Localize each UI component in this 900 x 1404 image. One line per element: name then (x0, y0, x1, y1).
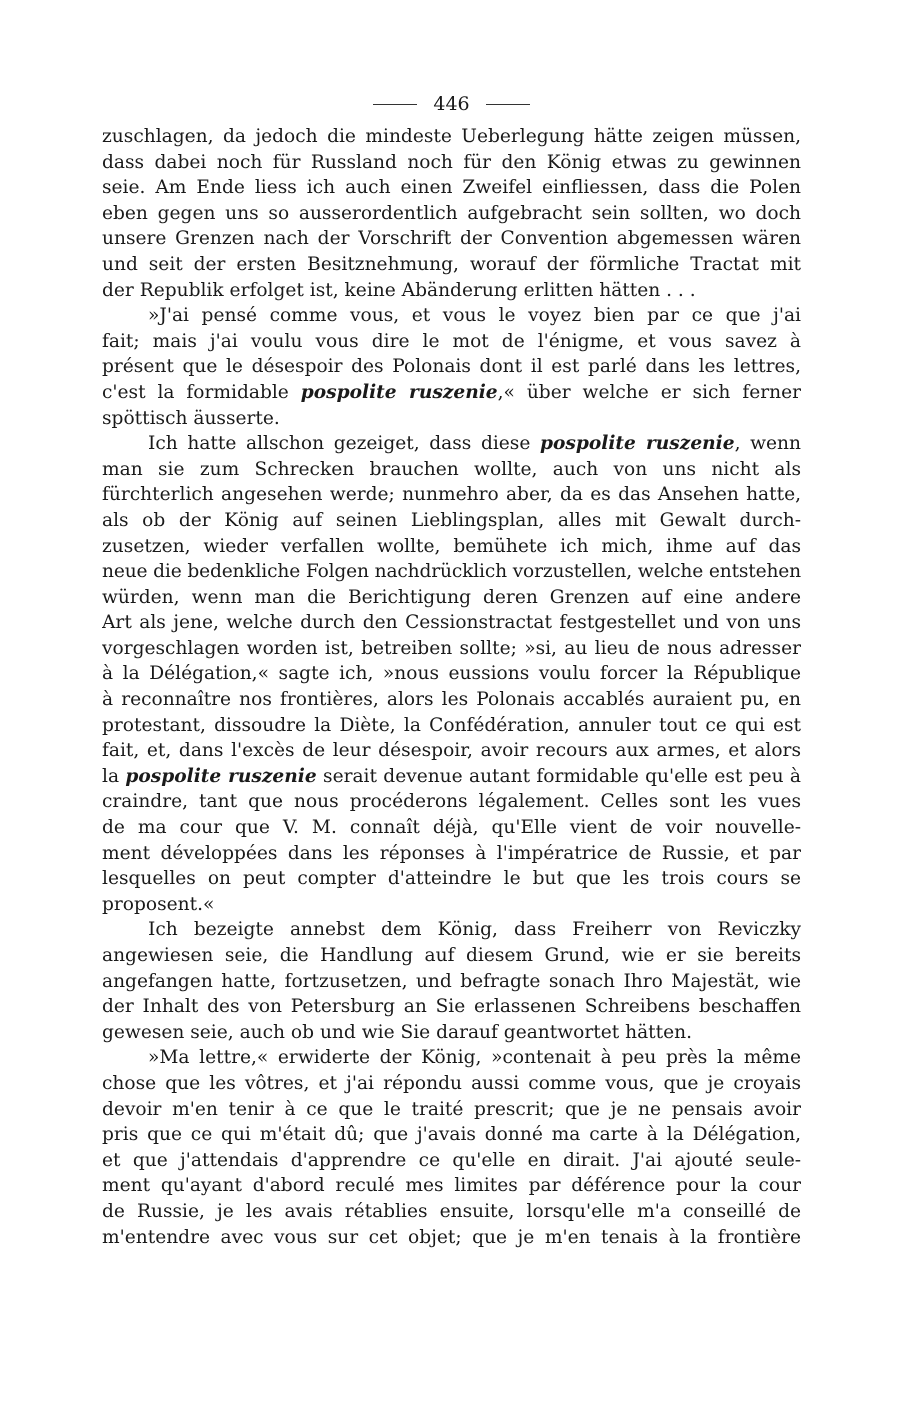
text-line: et que j'attendais d'apprendre ce qu'elle en dirait. J'ai ajouté seule- (102, 1149, 801, 1171)
text-line: fait, et, dans l'excès de leur désespoir, avoir recours aux armes, et alors (102, 740, 801, 762)
text-segment: c'est la formidable (102, 381, 301, 403)
text-line: pris que ce qui m'était dû; que j'avais donné ma carte à la Délégation, (102, 1124, 801, 1146)
text-line: présent que le désespoir des Polonais dont il est parlé dans les lettres, (102, 356, 801, 378)
text-line: unsere Grenzen nach der Vorschrift der Convention abgemessen wären (102, 228, 801, 250)
text-line: angewiesen seie, die Handlung auf diesem Grund, wie er sie bereits (102, 945, 801, 966)
text-line: de ma cour que V. M. connaît déjà, qu'Elle vient de voir nouvelle- (102, 817, 801, 839)
text-line: man sie zum Schrecken brauchen wollte, auch von uns nicht als (102, 458, 801, 480)
text-line: de Russie, je les avais rétablies ensuite, lorsqu'elle m'a conseillé de (102, 1200, 801, 1222)
text-line: à la Délégation,« sagte ich, »nous eussions voulu forcer la République (102, 663, 801, 685)
text-line: proposent.« (102, 893, 215, 915)
text-line: Ich bezeigte annebst dem König, dass Freiherr von Reviczky (148, 919, 801, 941)
text-line: als ob der König auf seinen Lieblingsplan, alles mit Gewalt durch- (102, 509, 801, 531)
italic-term: pospolite ruszenie (125, 765, 317, 787)
body-text (102, 124, 801, 1250)
text-line: »J'ai pensé comme vous, et vous le voyez bien par ce que j'ai (148, 305, 801, 327)
italic-term: pospolite ruszenie (539, 433, 735, 455)
text-line: lesquelles on peut compter d'atteindre le but que les trois cours se (102, 868, 801, 890)
text-line: neue die bedenkliche Folgen nachdrücklich vorzustellen, welche entstehen (102, 561, 801, 583)
text-line: spöttisch äusserte. (102, 407, 280, 429)
text-line: craindre, tant que nous procéderons légalement. Celles sont les vues (102, 791, 801, 813)
text-line: devoir m'en tenir à ce que le traité prescrit; que je ne pensais avoir (102, 1098, 801, 1120)
book-page (102, 86, 801, 1250)
text-segment: Ich hatte allschon gezeiget, dass diese (148, 433, 540, 455)
text-line: der Republik erfolget ist, keine Abänderung erlitten hätten . . . (102, 279, 696, 301)
text-line: angefangen hatte, fortzusetzen, und befragte sonach Ihro Majestät, wie (102, 970, 801, 992)
text-line: seie. Am Ende liess ich auch einen Zweifel einfliessen, dass die Polen (102, 177, 801, 199)
text-line: Art als jene, welche durch den Cessionstractat festgestellet und von uns (102, 612, 801, 634)
text-line (102, 764, 801, 790)
text-line: der Inhalt des von Petersburg an Sie erlassenen Schreibens beschaffen (102, 996, 801, 1018)
text-segment: serait devenue autant formidable qu'elle est peu à (316, 765, 801, 787)
text-line: gewesen seie, auch ob und wie Sie darauf geantwortet hätten. (102, 1021, 692, 1043)
header-rule-right (486, 104, 530, 105)
page-header (102, 86, 801, 120)
text-segment: , wenn (734, 433, 801, 455)
text-line: fürchterlich angesehen werde; nunmehro aber, da es das Ansehen hatte, (102, 484, 801, 506)
text-line: ment qu'ayant d'abord reculé mes limites par déférence pour la cour (102, 1175, 801, 1197)
page-number: 446 (433, 93, 470, 115)
text-segment: la (102, 765, 126, 787)
text-line: zusetzen, wieder verfallen wollte, bemühete ich mich, ihme auf das (102, 535, 801, 557)
text-line: würden, wenn man die Berichtigung deren Grenzen auf eine andere (102, 586, 801, 608)
text-line: chose que les vôtres, et j'ai répondu aussi comme vous, que je croyais (102, 1072, 801, 1094)
header-rule-left (373, 104, 417, 105)
text-line: eben gegen uns so ausserordentlich aufgebracht sein sollten, wo doch (102, 202, 801, 224)
text-line (102, 431, 801, 457)
text-line: »Ma lettre,« erwiderte der König, »contenait à peu près la même (148, 1047, 801, 1069)
text-line: à reconnaître nos frontières, alors les Polonais accablés auraient pu, en (102, 689, 801, 711)
text-line: vorgeschlagen worden ist, betreiben sollte; »si, au lieu de nous adresser (102, 637, 801, 659)
text-line: dass dabei noch für Russland noch für den König etwas zu gewinnen (102, 151, 801, 173)
text-line (102, 380, 801, 406)
text-segment: ,« über welche er sich ferner (497, 381, 801, 403)
text-line: ment développées dans les réponses à l'impératrice de Russie, et par (102, 842, 801, 864)
italic-term: pospolite ruszenie (300, 381, 498, 403)
text-line: protestant, dissoudre la Diète, la Confédération, annuler tout ce qui est (102, 714, 801, 736)
text-line: fait; mais j'ai voulu vous dire le mot de l'énigme, et vous savez à (102, 330, 801, 352)
text-line: zuschlagen, da jedoch die mindeste Ueberlegung hätte zeigen müssen, (102, 126, 801, 147)
text-line: m'entendre avec vous sur cet objet; que je m'en tenais à la frontière (102, 1226, 801, 1248)
text-line: und seit der ersten Besitznehmung, worauf der förmliche Tractat mit (102, 253, 801, 275)
